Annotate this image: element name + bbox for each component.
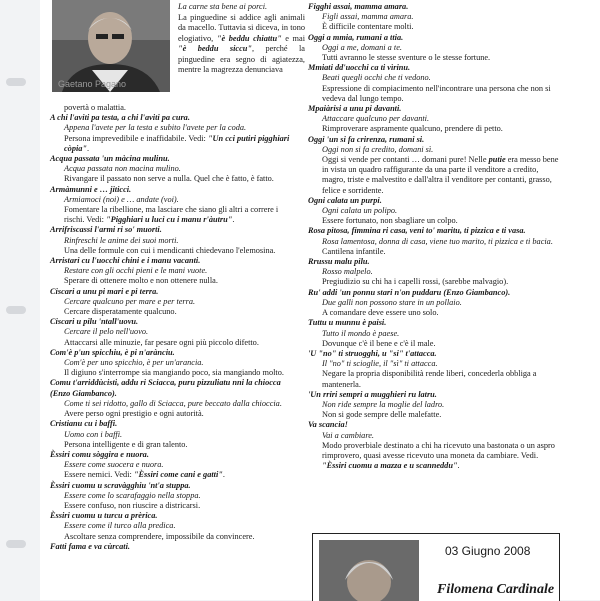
- proverb-translation: Attaccare qualcuno per davanti.: [322, 114, 430, 124]
- proverb-term: Acqua passata 'un màcina mulinu.: [50, 154, 170, 164]
- memorial-date: 03 Giugno 2008: [445, 544, 531, 558]
- proverb-explanation: [50, 174, 296, 184]
- proverb-explanation: [50, 307, 296, 317]
- proverb-entry: [308, 226, 560, 257]
- explanation-text: Cantilena infantile.: [322, 246, 386, 256]
- proverb-explanation: [308, 155, 560, 196]
- intro-text: , perché la pinguedine era segno di agiatezza, mentre la magrezza denunciava: [178, 44, 305, 74]
- explanation-text: Essere confuso, non riuscire a districarsi.: [64, 500, 201, 510]
- intro-quote: "è beddu chiattu": [216, 33, 282, 43]
- proverb-entry: [308, 104, 560, 135]
- proverb-entry: [50, 481, 296, 512]
- explanation-text: Il digiuno s'interrompe sia mangiando poco, sia mangiando molto.: [64, 368, 284, 378]
- proverb-term: Oggi a mmia, rumani a ttia.: [308, 32, 404, 42]
- proverb-entry: [50, 511, 296, 542]
- proverb-translation: Rinfreschi le anime dei suoi morti.: [64, 235, 179, 245]
- proverb-term: 'Un rriri sempri a mugghieri ru latru.: [308, 389, 437, 399]
- proverb-entry: [308, 196, 560, 227]
- explanation-quote: "Un cci putiri pigghiari còpia": [64, 133, 290, 153]
- proverb-term: Èssiri cuomu u turcu a prèrica.: [50, 511, 158, 521]
- proverb-translation: Oggi non si fa credito, domani sì.: [322, 144, 434, 154]
- intro-quote: "è beddu siccu": [178, 44, 252, 53]
- explanation-text: Rimproverare aspramente qualcuno, prendere di petto.: [322, 124, 503, 134]
- proverb-explanation: [308, 247, 560, 257]
- proverb-term: Ciscari a unu pi mari e pi terra.: [50, 286, 159, 296]
- explanation-text: È difficile contentare molti.: [322, 22, 414, 32]
- explanation-text: Sperare di ottenere molto e non ottenere nulla.: [64, 276, 218, 286]
- proverb-entry: [308, 135, 560, 196]
- proverb-entry: [308, 288, 560, 319]
- proverb-term: Comu t'arriddùcisti, addu ri Sciacca, puru pizzuliatu nni la chiocca (Enzo Giambanco).: [50, 378, 281, 398]
- proverb-entry: [50, 317, 296, 348]
- proverb-translation: Tutto il mondo è paese.: [322, 328, 400, 338]
- proverb-term: Oggi 'un si fa crirenza, rumani si.: [308, 134, 425, 144]
- proverb-explanation: Modo proverbiale destinato a chi ha ricevuto una bastonata o un aspro rimprovero, quasi avesse ricevuto una moneta da cambiare. Vedi. "Èssiri cuomu a mazza e u scanneddu".: [322, 440, 555, 471]
- proverb-explanation: [308, 339, 560, 349]
- intro-translation: La carne sta bene ai porci.: [178, 2, 268, 11]
- proverb-translation: Due galli non possono stare in un pollaio.: [322, 297, 462, 307]
- proverb-explanation: [50, 246, 296, 256]
- proverb-explanation: [308, 124, 560, 134]
- proverb-entry: [308, 420, 560, 471]
- explanation-text: Essere fortunato, non sbagliare un colpo.: [322, 216, 458, 226]
- explanation-text: Cercare disperatamente qualcuno.: [64, 307, 177, 317]
- proverb-translation: Non ride sempre la moglie del ladro.: [322, 399, 445, 409]
- explanation-text: Rivangare il passato non serve a nulla. Quel che è fatto, è fatto.: [64, 174, 274, 184]
- proverb-explanation: [308, 369, 560, 389]
- proverb-explanation: Fomentare la ribellione, ma lasciare che siano gli altri a correre i rischi. Vedi: "Pigghiari u luci cu i manu r'àutru".: [64, 205, 279, 225]
- proverb-explanation: [50, 276, 296, 286]
- proverb-entry: [50, 256, 296, 287]
- explanation-text: era messo bene in vista un quadro raffigurante da una parte il venditore a credito, magro, triste e malvestito e dall'altra il venditore per contanti, grasso, felice e sorridente.: [322, 155, 559, 195]
- proverb-term: A chi l'aviti pa testa, a chi l'aviti pa cura.: [50, 113, 190, 123]
- explanation-text: Attaccarsi alle minuzie, far pesare ogni più piccolo difetto.: [64, 337, 259, 347]
- proverb-entry: [50, 225, 296, 256]
- binder-margin: [0, 0, 40, 600]
- proverb-translation: Essere come il turco alla predica.: [64, 521, 176, 531]
- proverb-entry: [50, 348, 296, 379]
- explanation-text: Tutti avranno le stesse sventure o le stesse fortune.: [322, 53, 491, 63]
- explanation-text: Oggi si vende per contanti … domani pure! Nelle: [322, 155, 489, 165]
- proverb-term: Mmiati dd'uocchi ca ti vìrinu.: [308, 63, 411, 73]
- proverb-translation: Oggi a me, domani a te.: [322, 42, 402, 52]
- intro-paragraph: [178, 2, 305, 76]
- proverb-entry: [308, 390, 560, 421]
- proverb-translation: Cercare qualcuno per mare e per terra.: [64, 296, 196, 306]
- explanation-text: Modo proverbiale destinato a chi ha ricevuto una bastonata o un aspro rimprovero, quasi avesse ricevuto una moneta da cambiare. Vedi.: [322, 440, 555, 460]
- proverb-entry: [308, 257, 560, 288]
- proverb-explanation: [50, 501, 296, 511]
- proverb-translation: Rosa lamentosa, donna di casa, viene tuo marito, ti pizzica e ti bacia.: [322, 236, 553, 246]
- explanation-quote: "Pigghiari u luci cu i manu r'àutru": [106, 215, 233, 225]
- explanation-text: Essere nemici. Vedi:: [64, 470, 134, 480]
- proverb-translation: Ogni calata un polipo.: [322, 206, 398, 216]
- explanation-text: Avere perso ogni prestigio e ogni autorità.: [64, 409, 204, 419]
- proverb-entry: [308, 2, 560, 33]
- proverb-translation: Come ti sei ridotto, gallo di Sciacca, pure beccato dalla chioccia.: [64, 398, 282, 408]
- proverb-translation: Restare con gli occhi pieni e le mani vuote.: [64, 266, 208, 276]
- proverb-term: Va scancia!: [308, 420, 348, 430]
- proverb-term: Ciscari u pilu 'ntall'uovu.: [50, 317, 139, 327]
- binder-hole: [6, 78, 26, 86]
- explanation-text: Persona intelligente e di gran talento.: [64, 439, 188, 449]
- proverb-translation: Figli assai, mamma amara.: [322, 12, 414, 22]
- proverb-term: Tuttu u munnu è paisi.: [308, 318, 387, 328]
- binder-hole: [6, 306, 26, 314]
- proverb-entry: [50, 185, 296, 226]
- proverb-entry: [50, 103, 296, 113]
- intro-text: La pinguedine si addice agli animali da macello. Tuttavia si diceva, in tono elogiativo,: [178, 12, 305, 43]
- proverb-translation: Uomo con i baffi.: [64, 429, 123, 439]
- proverb-entry: [50, 378, 296, 419]
- proverb-explanation: [308, 216, 560, 226]
- explanation-quote: "Èssiri cuomu a mazza e u scanneddu": [322, 461, 458, 471]
- proverb-entry: [308, 63, 560, 104]
- author-photo: [52, 0, 170, 92]
- proverb-entry: [50, 113, 296, 154]
- proverb-term: Mpaiàrisi a unu pi davanti.: [308, 104, 402, 114]
- portrait-icon: [319, 540, 419, 601]
- explanation-text: Fomentare la ribellione, ma lasciare che siano gli altri a correre i rischi. Vedi:: [64, 205, 279, 225]
- proverb-explanation: [50, 440, 296, 450]
- proverb-translation: Com'è per uno spicchio, è per un'arancia.: [64, 358, 204, 368]
- proverb-term: Ogni calata un purpi.: [308, 195, 382, 205]
- explanation-text: Non si gode sempre delle malefatte.: [322, 410, 442, 420]
- proverb-entry: [308, 349, 560, 390]
- proverb-entry: [308, 318, 560, 349]
- explanation-quote: "Èssiri come cani e gatti": [133, 470, 223, 480]
- proverb-explanation: [308, 53, 560, 63]
- proverb-explanation: [308, 410, 560, 420]
- proverb-entry: [50, 419, 296, 450]
- explanation-italic: putie: [488, 155, 506, 165]
- proverb-translation: Appena l'avete per la testa e subito l'avete per la coda.: [64, 123, 247, 133]
- proverb-term: Ru' addi 'un ponnu stari n'on puddaru (Enzo Giambanco).: [308, 287, 511, 297]
- proverb-entry: [50, 287, 296, 318]
- intro-text: e mai: [281, 33, 305, 43]
- proverb-term: Figghi assai, mamma amara.: [308, 2, 409, 11]
- memorial-photo: [319, 540, 419, 601]
- intro-body: [178, 13, 305, 76]
- explanation-text: Pregiudizio su chi ha i capelli rossi, (sarebbe malvagio).: [322, 277, 509, 287]
- photo-caption: Gaetano Pagano: [58, 79, 127, 89]
- proverb-explanation: [50, 532, 296, 542]
- proverb-explanation: [50, 368, 296, 378]
- explanation-text: Dovunque c'è il bene e c'è il male.: [322, 338, 436, 348]
- binder-hole: [6, 540, 26, 548]
- proverb-explanation: [308, 22, 560, 32]
- proverb-translation: Acqua passata non macina mulino.: [64, 164, 181, 174]
- explanation-text: Persona imprevedibile e inaffidabile. Vedi:: [64, 133, 208, 143]
- right-column: [308, 2, 560, 471]
- proverb-term: Rosa pitosa, fimmina ri casa, veni to' maritu, ti pizzica e ti vasa.: [308, 226, 526, 236]
- explanation-text: Ascoltare senza comprendere, impossibile da convincere.: [64, 531, 255, 541]
- proverb-explanation: [308, 277, 560, 287]
- proverb-term: Armàmunni e … jiticci.: [50, 184, 132, 194]
- proverb-entry: [308, 33, 560, 64]
- proverb-translation: Rosso malpelo.: [322, 267, 373, 277]
- proverb-term: Fatti fama e va cùrcati.: [50, 541, 130, 551]
- proverb-translation: Essere come suocera e nuora.: [64, 460, 164, 470]
- proverb-explanation: [308, 308, 560, 318]
- explanation-text: A comandare deve essere uno solo.: [322, 308, 439, 318]
- proverb-translation: Essere come lo scarafaggio nella stoppa.: [64, 490, 201, 500]
- explanation-text: Negare la propria disponibilità rende liberi, concederla obbliga a mantenerla.: [322, 369, 537, 389]
- proverb-translation: Cercare il pelo nell'uovo.: [64, 327, 149, 337]
- proverb-entry: [50, 542, 296, 552]
- proverb-translation: Beati quegli occhi che ti vedono.: [322, 73, 431, 83]
- proverb-term: Èssiri comu sòggira e nuora.: [50, 449, 149, 459]
- proverb-explanation: Essere nemici. Vedi: "Èssiri come cani e gatti".: [64, 470, 225, 480]
- proverb-explanation: Persona imprevedibile e inaffidabile. Vedi: "Un cci putiri pigghiari còpia".: [64, 133, 290, 153]
- proverb-term: Rrussu malu pilu.: [308, 257, 370, 267]
- proverb-translation: Il "no" ti scioglie, il "sì" ti attacca.: [322, 359, 438, 369]
- explanation-text: Una delle formule con cui i mendicanti chiedevano l'elemosina.: [64, 245, 276, 255]
- proverb-term: 'U "no" ti struogghi, u "si" t'attacca.: [308, 348, 437, 358]
- proverb-term: Arrifriscassi l'armi ri so' muorti.: [50, 225, 162, 235]
- proverb-explanation: povertà o malattia.: [64, 103, 126, 112]
- proverb-entry: [50, 154, 296, 185]
- memorial-box: [312, 533, 560, 601]
- proverb-translation: Armiamoci (noi) e … andate (voi).: [64, 194, 179, 204]
- left-column: [50, 103, 296, 552]
- proverb-term: Èssiri cuomu u scravàgghiu 'nt'a stuppa.: [50, 480, 191, 490]
- proverb-term: Arristari cu l'uocchi chini e i manu vacanti.: [50, 256, 201, 266]
- proverb-explanation: [308, 84, 560, 104]
- proverb-explanation: [50, 409, 296, 419]
- proverb-explanation: [50, 338, 296, 348]
- proverb-translation: Vai a cambiare.: [322, 430, 375, 440]
- memorial-name: Filomena Cardinale: [437, 582, 555, 597]
- proverb-term: Cristianu cu i baffi.: [50, 419, 118, 429]
- explanation-text: Espressione di compiacimento nell'incontrare una persona che non si vedeva dal lungo tempo.: [322, 83, 551, 103]
- proverb-term: Com'è p'un spicchiu, è pi n'arànciu.: [50, 347, 175, 357]
- proverb-entry: [50, 450, 296, 481]
